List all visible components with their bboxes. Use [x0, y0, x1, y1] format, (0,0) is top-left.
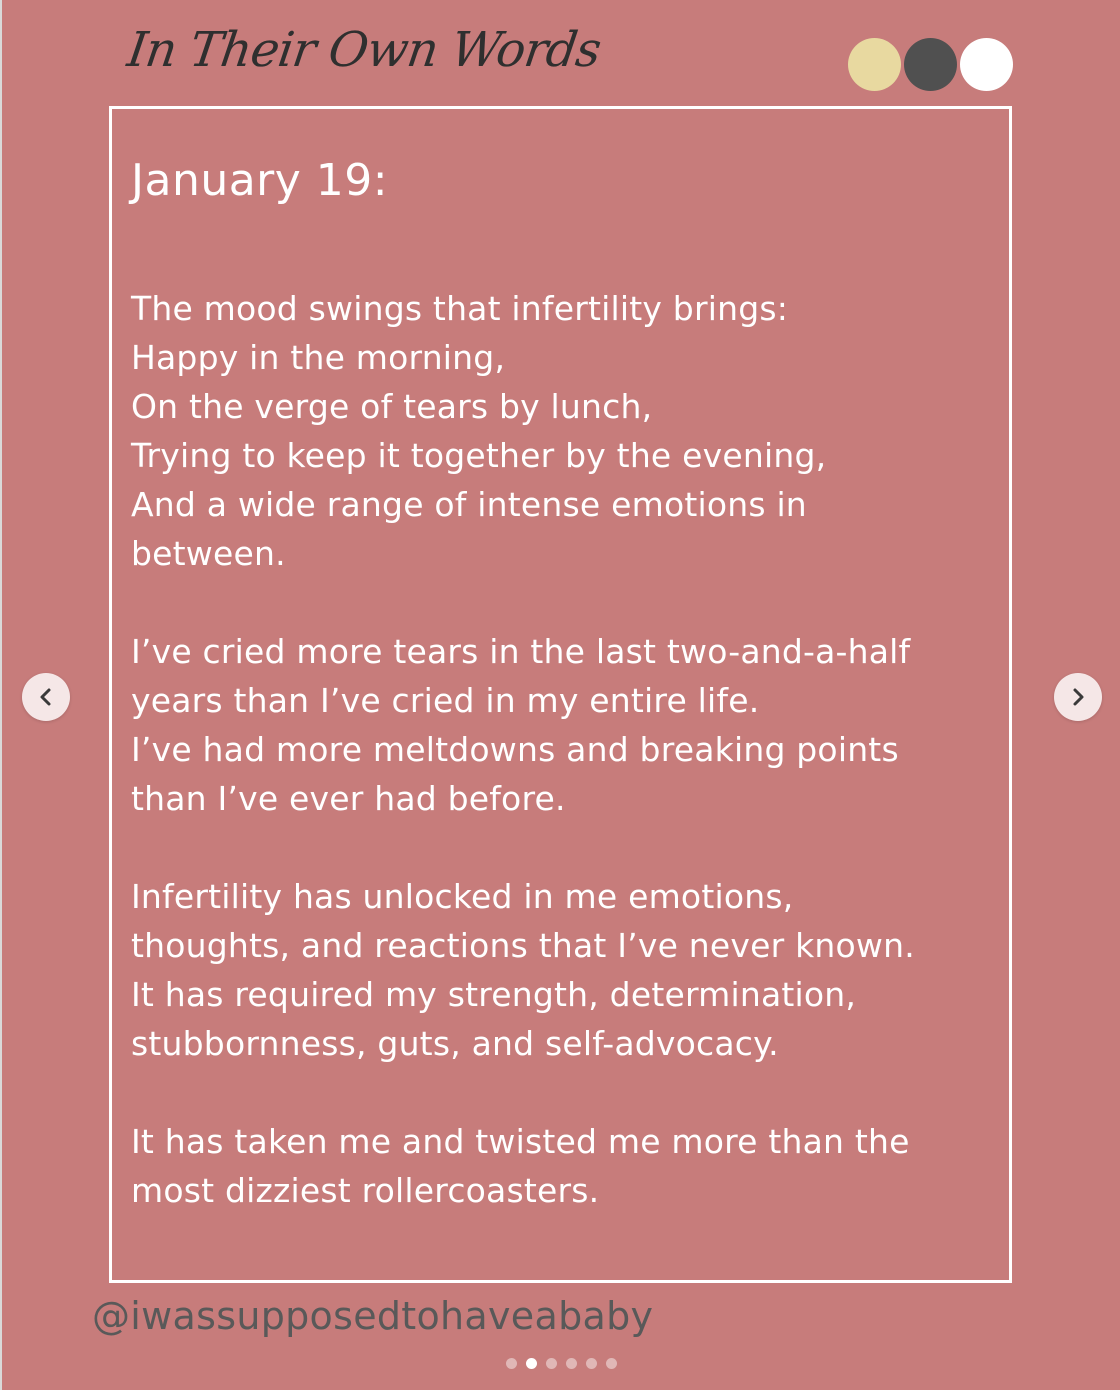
entry-date-heading: January 19:	[131, 155, 389, 206]
color-palette-dots	[848, 38, 1018, 94]
pager-dot[interactable]	[546, 1358, 557, 1369]
carousel-pagination	[506, 1358, 626, 1370]
paragraph-line: Infertility has unlocked in me emotions,	[131, 877, 794, 916]
pager-dot[interactable]	[606, 1358, 617, 1369]
paragraph-line: It has taken me and twisted me more than the	[131, 1122, 910, 1161]
account-handle: @iwassupposedtohaveababy	[92, 1294, 654, 1338]
paragraph-line: And a wide range of intense emotions in	[131, 485, 807, 524]
paragraph-line: most dizziest rollercoasters.	[131, 1171, 600, 1210]
paragraph-4	[131, 1117, 910, 1215]
paragraph-line: I’ve had more meltdowns and breaking points	[131, 730, 899, 769]
paragraph-1	[131, 284, 826, 578]
paragraph-line: than I’ve ever had before.	[131, 779, 566, 818]
next-slide-button[interactable]	[1054, 673, 1102, 721]
paragraph-line: thoughts, and reactions that I’ve never known.	[131, 926, 915, 965]
paragraph-line: between.	[131, 534, 286, 573]
paragraph-line: Happy in the morning,	[131, 338, 506, 377]
paragraph-line: stubbornness, guts, and self-advocacy.	[131, 1024, 779, 1063]
paragraph-line: Trying to keep it together by the evening,	[131, 436, 827, 475]
pager-dot-active[interactable]	[526, 1358, 537, 1369]
palette-dot-cream	[848, 38, 901, 91]
chevron-left-icon	[34, 685, 58, 709]
paragraph-line: On the verge of tears by lunch,	[131, 387, 653, 426]
pager-dot[interactable]	[566, 1358, 577, 1369]
pager-dot[interactable]	[586, 1358, 597, 1369]
paragraph-3	[131, 872, 915, 1068]
page-title: In Their Own Words	[124, 22, 604, 78]
chevron-right-icon	[1066, 685, 1090, 709]
pager-dot[interactable]	[506, 1358, 517, 1369]
palette-dot-charcoal	[904, 38, 957, 91]
paragraph-line: It has required my strength, determination,	[131, 975, 857, 1014]
paragraph-2	[131, 627, 910, 823]
paragraph-line: The mood swings that infertility brings:	[131, 289, 789, 328]
paragraph-line: I’ve cried more tears in the last two-and-a-half	[131, 632, 911, 671]
paragraph-line: years than I’ve cried in my entire life.	[131, 681, 760, 720]
previous-slide-button[interactable]	[22, 673, 70, 721]
palette-dot-white	[960, 38, 1013, 91]
frame-edge	[0, 0, 2, 1390]
